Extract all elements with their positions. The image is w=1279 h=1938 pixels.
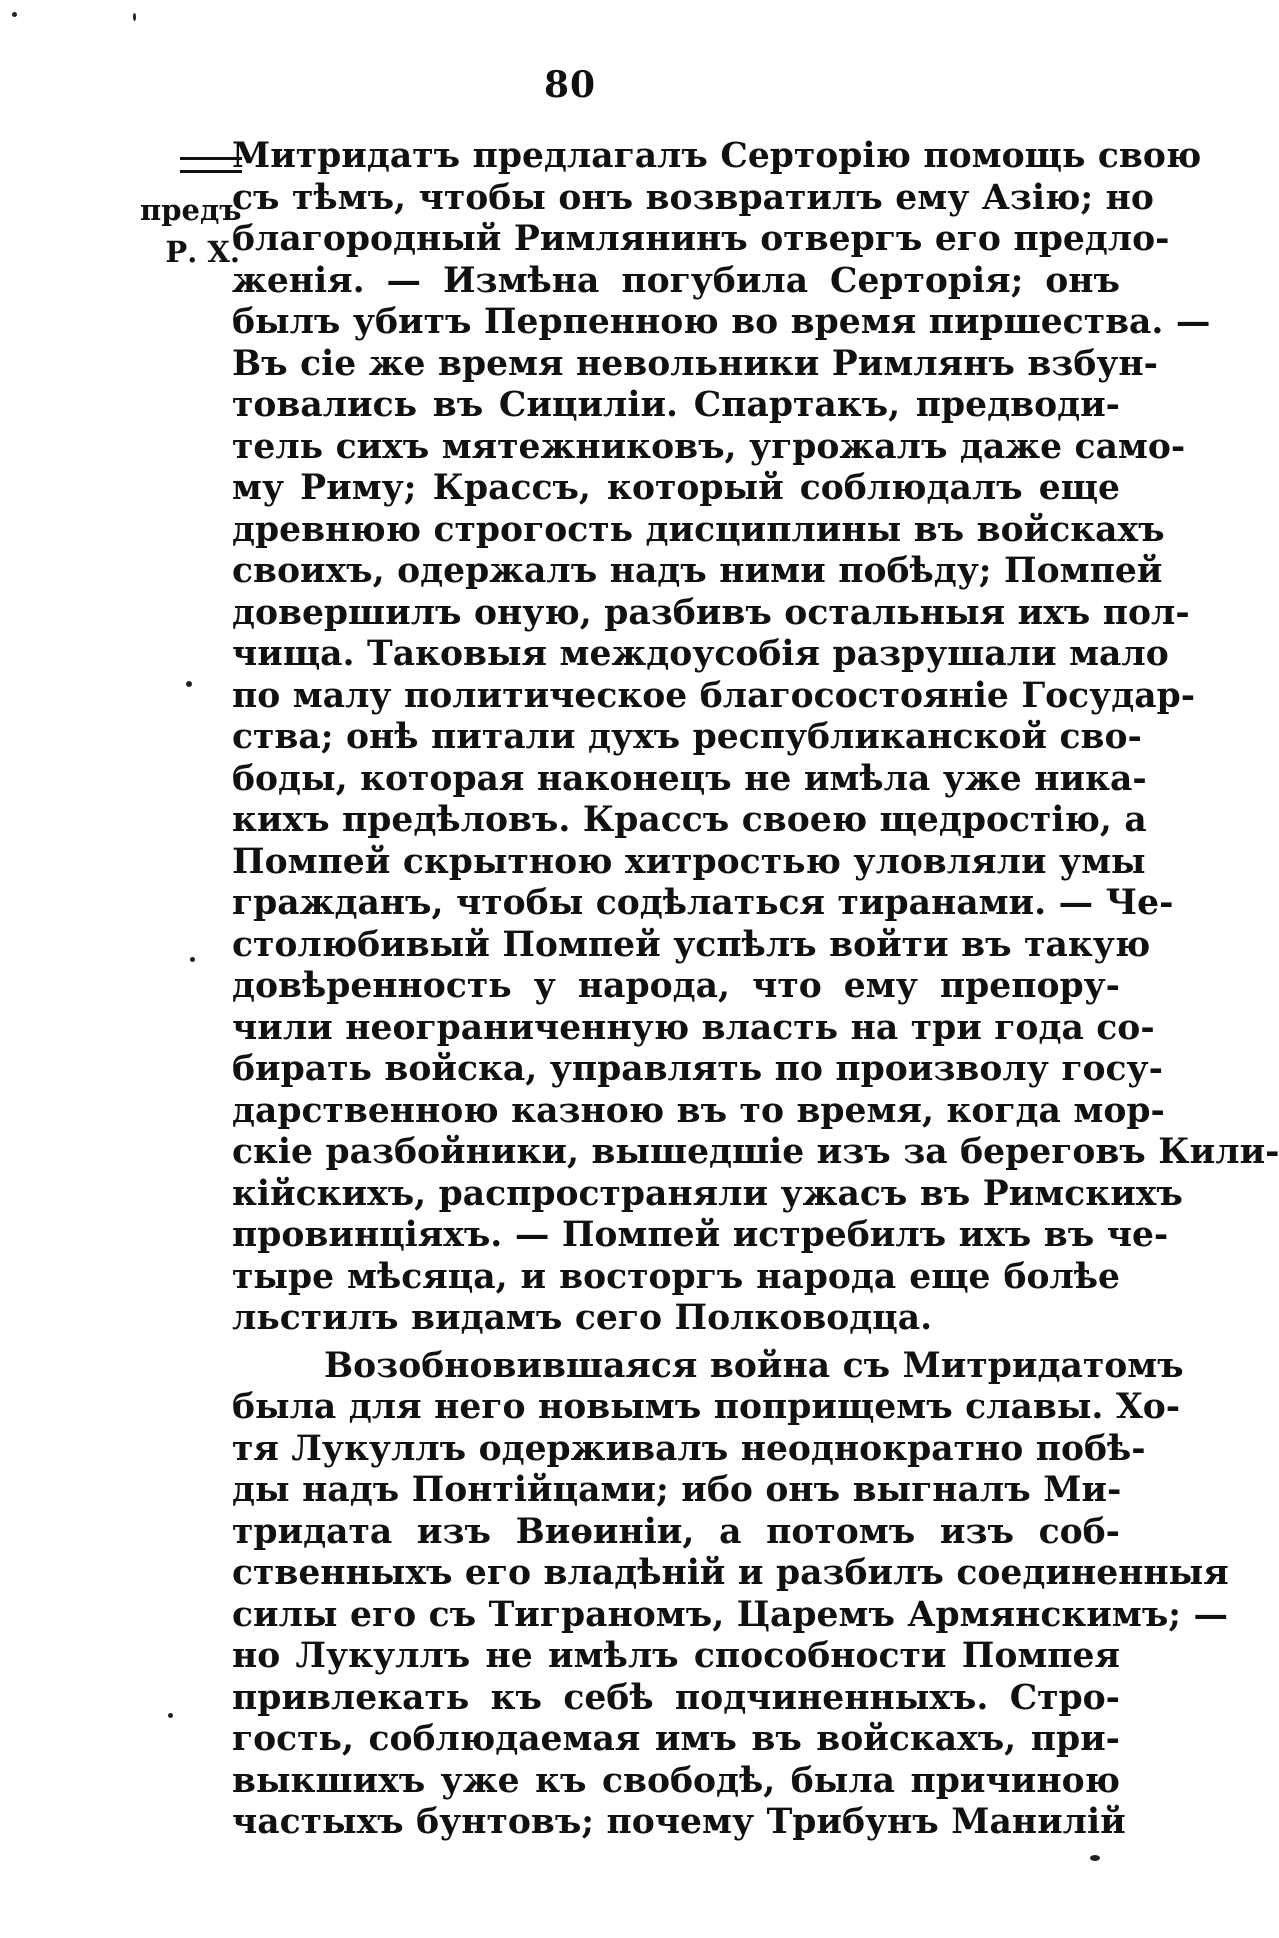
text-line: кихъ предѣловъ. Крассъ своею щедростію, а (232, 800, 1147, 840)
text-line: былъ убитъ Перпенною во время пиршества. — (232, 302, 1211, 342)
text-line: тридата изъ Виѳиніи, а потомъ изъ соб- (232, 1511, 1120, 1552)
text-line: древнюю строгость дисциплины въ войскахъ (232, 509, 1165, 550)
text-line: Митридатъ предлагалъ Серторію помощь свою (232, 136, 1202, 176)
text-line: благородный Римлянинъ отвергъ его предло- (232, 219, 1170, 259)
scan-speck (12, 12, 17, 17)
margin-note-line: Р. Х. (165, 234, 240, 269)
text-line: льстилъ видамъ сего Полководца. (232, 1298, 933, 1338)
text-line: чища. Таковыя междоусобія разрушали мало (232, 634, 1169, 674)
text-line: гость, соблюдаемая имъ въ войскахъ, при- (232, 1719, 1120, 1759)
scan-speck (1090, 1855, 1100, 1861)
text-line: по малу политическое благосостояніе Государ- (232, 675, 1196, 716)
text-line: ственныхъ его владѣній и разбилъ соединенныя (232, 1553, 1229, 1593)
page-number: 80 (543, 64, 597, 106)
text-line: ды надъ Понтійцами; ибо онъ выгналъ Ми- (232, 1470, 1122, 1510)
text-line: му Риму; Крассъ, который соблюдалъ еще (232, 468, 1120, 508)
scan-speck (186, 681, 192, 687)
text-line: съ тѣмъ, чтобы онъ возвратилъ ему Азію; но (232, 177, 1154, 218)
text-line: тель сихъ мятежниковъ, угрожалъ даже само- (232, 426, 1186, 467)
text-line: тыре мѣсяца, и восторгъ народа еще болѣе (232, 1256, 1120, 1297)
text-line: частыхъ бунтовъ; почему Трибунъ Манилій (232, 1802, 1126, 1842)
text-line: Помпей скрытною хитростью уловляли умы (232, 841, 1146, 882)
text-line: столюбивый Помпей успѣлъ войти въ такую (232, 924, 1151, 965)
scan-speck (133, 13, 136, 21)
margin-note (140, 190, 240, 273)
text-line: Возобновившаяся война съ Митридатомъ (324, 1345, 1184, 1386)
text-line: гражданъ, чтобы содѣлаться тиранами. — Че- (232, 883, 1174, 923)
text-line: выкшихъ уже къ свободѣ, была причиною (232, 1760, 1120, 1801)
text-line: провинціяхъ. — Помпей истребилъ ихъ въ че- (232, 1215, 1169, 1255)
text-line: дарственною казною въ то время, когда мор- (232, 1090, 1165, 1131)
text-line: женія. — Измѣна погубила Серторія; онъ (232, 260, 1120, 301)
scan-speck (190, 957, 195, 962)
text-line: довершилъ оную, разбивъ остальныя ихъ пол- (232, 592, 1190, 633)
text-line: ства; онѣ питали духъ республиканской сво- (232, 717, 1142, 757)
text-line: боды, которая наконецъ не имѣла уже ника- (232, 758, 1147, 799)
text-line: довѣренность у народа, что ему препору- (232, 966, 1120, 1006)
text-line: кійскихъ, распространяли ужасъ въ Римскихъ (232, 1173, 1183, 1214)
text-line: Въ сіе же время невольники Римлянъ взбун- (232, 343, 1158, 384)
margin-note-line: предъ (140, 193, 242, 227)
text-line: товались въ Сициліи. Спартакъ, предводи- (232, 385, 1120, 425)
text-line: привлекать къ себѣ подчиненныхъ. Стро- (232, 1677, 1120, 1718)
text-line: но Лукуллъ не имѣлъ способности Помпея (232, 1636, 1120, 1676)
text-line: бирать войска, управлять по произволу госу- (232, 1049, 1163, 1089)
text-line: своихъ, одержалъ надъ ними побѣду; Помпей (232, 551, 1163, 591)
text-line: тя Лукуллъ одерживалъ неоднократно побѣ- (232, 1428, 1146, 1469)
text-line: была для него новымъ поприщемъ славы. Хо- (232, 1387, 1181, 1427)
text-line: скіе разбойники, вышедшіе изъ за береговъ Кили- (232, 1132, 1279, 1172)
text-line: силы его съ Тиграномъ, Царемъ Армянскимъ; — (232, 1594, 1229, 1635)
text-line: чили неограниченную власть на три года со- (232, 1007, 1155, 1048)
body-text (232, 136, 1279, 1844)
scan-speck (168, 1713, 173, 1718)
